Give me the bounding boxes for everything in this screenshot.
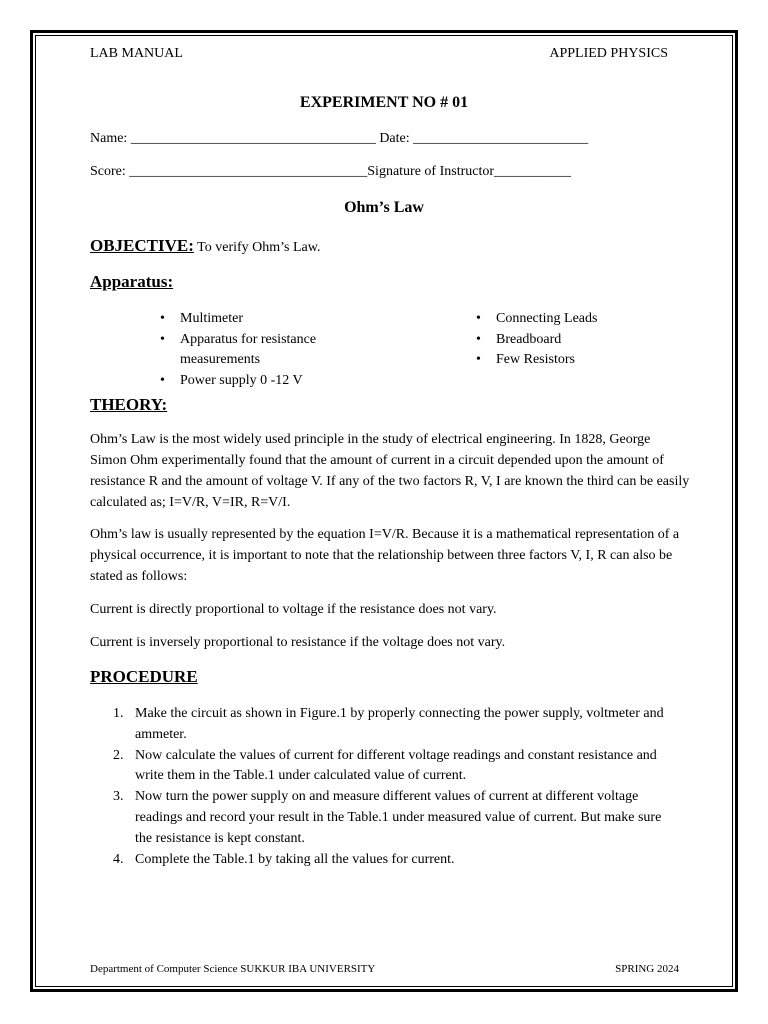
name-date-line: Name: ___________________________________ Date: _________________________ (90, 131, 589, 146)
list-item: • Connecting Leads (474, 309, 694, 330)
theory-paragraph-2: Ohm’s law is usually represented by the equation I=V/R. Because it is a mathematical representation of a physical occurrence, it is important to note that the relationship between three factors V, I, R can also be stated as follows: (90, 527, 680, 584)
apparatus-heading: Apparatus: (90, 272, 174, 291)
list-item: 3. Now turn the power supply on and measure different values of current at different voltage readings and record your result in the Table.1 under measured value of current. But make sure the resistance is kept constant. (113, 789, 662, 846)
list-item: • Multimeter (158, 309, 368, 330)
procedure-list (113, 704, 678, 870)
step-text: Now calculate the values of current for different voltage readings and constant resistance and write them in the Table.1 under calculated value of current. (135, 747, 657, 784)
list-item: • Power supply 0 -12 V (158, 371, 368, 392)
list-item: 1. Make the circuit as shown in Figure.1 by properly connecting the power supply, voltmeter and ammeter. (113, 706, 664, 742)
step-text: Make the circuit as shown in Figure.1 by properly connecting the power supply, voltmeter and ammeter. (135, 706, 664, 742)
list-item: • Few Resistors (474, 350, 694, 371)
footer-left: Department of Computer Science SUKKUR IBA UNIVERSITY (90, 963, 376, 975)
header-right: APPLIED PHYSICS (549, 46, 668, 61)
list-item: • Apparatus for resistance measurements (158, 330, 368, 371)
objective-label: OBJECTIVE: (90, 236, 194, 255)
header-left: LAB MANUAL (90, 46, 183, 61)
objective-text: To verify Ohm’s Law. (193, 240, 321, 255)
apparatus-list-col2 (474, 309, 694, 371)
theory-heading: THEORY: (90, 395, 168, 414)
step-text: Complete the Table.1 by taking all the values for current. (135, 851, 455, 867)
list-item: 2. Now calculate the values of current for different voltage readings and constant resistance and write them in the Table.1 under calculated value of current. (113, 747, 657, 784)
footer-right: SPRING 2024 (615, 963, 679, 975)
step-text: Now turn the power supply on and measure different values of current at different voltage readings and record your result in the Table.1 under measured value of current. But make sure the resistance is kept constant. (135, 789, 662, 846)
experiment-subtitle: Ohm’s Law (344, 199, 424, 216)
theory-paragraph-4: Current is inversely proportional to resistance if the voltage does not vary. (90, 635, 506, 650)
list-item: 4. Complete the Table.1 by taking all the values for current. (113, 851, 455, 867)
objective (90, 236, 320, 256)
apparatus-list-col1 (158, 309, 368, 391)
score-signature-line: Score: __________________________________Signature of Instructor___________ (90, 164, 572, 179)
theory-paragraph-1: Ohm’s Law is the most widely used principle in the study of electrical engineering. In 1828, George Simon Ohm experimentally found that the amount of current in a circuit depended upon the amount of resistance R and the amount of voltage V. If any of the two factors R, V, I are known the third can be easily calculated as; I=V/R, V=IR, R=V/I. (90, 432, 690, 510)
procedure-heading: PROCEDURE (90, 667, 198, 686)
theory-paragraph-3: Current is directly proportional to voltage if the resistance does not vary. (90, 602, 497, 617)
list-item: • Breadboard (474, 330, 694, 351)
experiment-title: EXPERIMENT NO # 01 (299, 94, 469, 111)
